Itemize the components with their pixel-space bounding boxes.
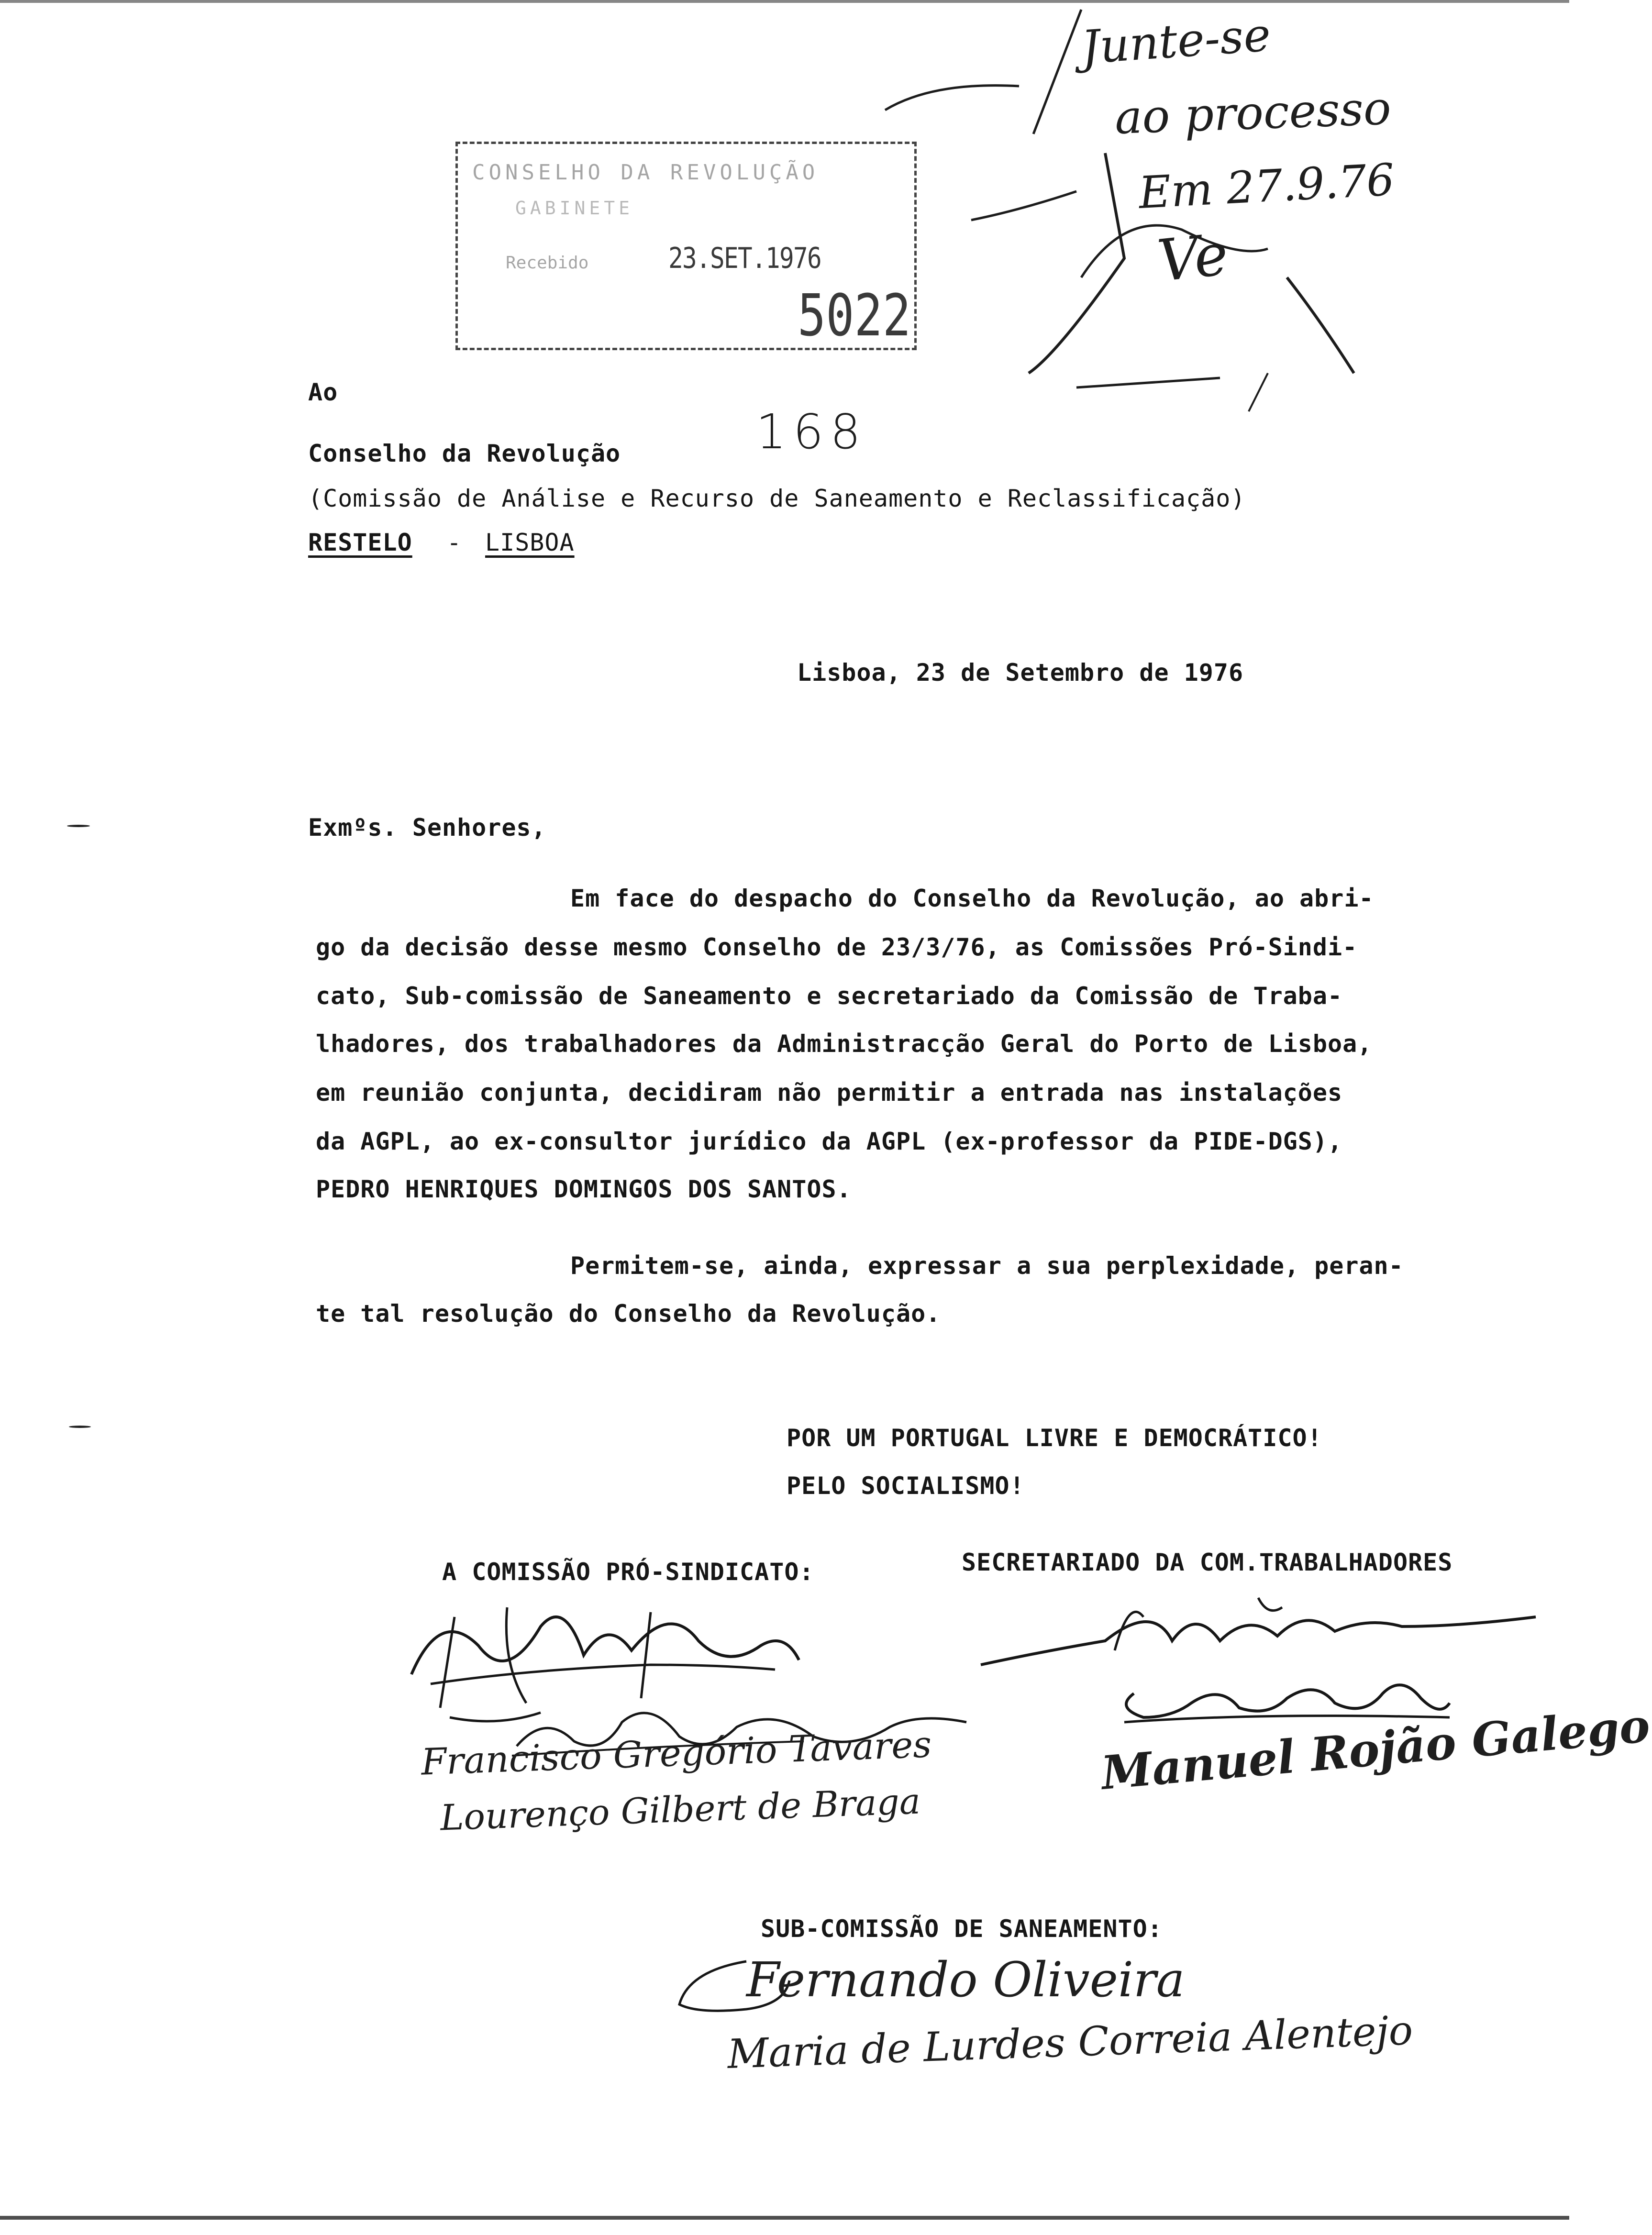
signature-secretariado-1 <box>971 1588 1545 1674</box>
group-pro-sindicato: A COMISSÃO PRÓ-SINDICATO: <box>442 1558 814 1586</box>
signature-manuel: Manuel Rojão Galego <box>1099 1698 1652 1800</box>
scan-edge-bottom <box>0 2216 1569 2220</box>
body-line: Permitem-se, ainda, expressar a sua perplexidade, peran- <box>570 1252 1404 1280</box>
closing-line-1: POR UM PORTUGAL LIVRE E DEMOCRÁTICO! <box>787 1424 1322 1452</box>
signature-maria: Maria de Lurdes Correia Alentejo <box>726 2007 1414 2078</box>
scan-edge-top <box>0 0 1569 3</box>
margin-note-line-2: ao processo <box>1114 81 1392 145</box>
body-line: Em face do despacho do Conselho da Revolução, ao abri- <box>570 885 1374 912</box>
address-commission: (Comissão de Análise e Recurso de Saneamento e Reclassificação) <box>308 485 1246 512</box>
body-line: lhadores, dos trabalhadores da Administracção Geral do Porto de Lisboa, <box>316 1030 1373 1058</box>
signature-francisco: Francisco Gregório Tavares <box>420 1723 932 1783</box>
stamp-sub-text: GABINETE <box>515 198 634 219</box>
body-line: te tal resolução do Conselho da Revolução. <box>316 1300 941 1328</box>
address-to: Ao <box>308 378 338 406</box>
body-line: cato, Sub-comissão de Saneamento e secretariado da Comissão de Traba- <box>316 982 1343 1010</box>
received-stamp <box>455 142 917 350</box>
address-place-2: LISBOA <box>485 529 575 556</box>
signature-lourenco: Lourenço Gilbert de Braga <box>439 1781 921 1839</box>
margin-note-line-1: Junte-se <box>1079 8 1273 75</box>
stamp-top-text: CONSELHO DA REVOLUÇÃO <box>472 160 819 185</box>
salutation: Exmºs. Senhores, <box>308 814 546 841</box>
group-secretariado: SECRETARIADO DA COM.TRABALHADORES <box>962 1549 1453 1576</box>
stamp-number: 5022 <box>798 283 911 349</box>
body-line: go da decisão desse mesmo Conselho de 23/3/76, as Comissões Pró-Sindi- <box>316 933 1358 961</box>
group-sub-comissao: SUB-COMISSÃO DE SANEAMENTO: <box>761 1915 1163 1943</box>
margin-note-signature: Ve <box>1154 221 1231 295</box>
punch-mark-2 <box>69 1426 91 1428</box>
punch-mark-1 <box>67 825 90 827</box>
address-dash: - <box>447 529 462 556</box>
stamp-entry-label: Recebido <box>506 253 589 273</box>
reference-number: 168 <box>756 404 867 460</box>
signature-fernando: Fernando Oliveira <box>746 1952 1185 2008</box>
address-name: Conselho da Revolução <box>308 440 621 467</box>
date-line: Lisboa, 23 de Setembro de 1976 <box>797 659 1244 686</box>
body-line: da AGPL, ao ex-consultor jurídico da AGPL (ex-professor da PIDE-DGS), <box>316 1128 1343 1155</box>
closing-line-2: PELO SOCIALISMO! <box>787 1472 1025 1500</box>
body-line: PEDRO HENRIQUES DOMINGOS DOS SANTOS. <box>316 1175 852 1203</box>
stamp-date: 23.SET.1976 <box>668 242 821 275</box>
margin-note-line-3: Em 27.9.76 <box>1137 154 1396 219</box>
body-line: em reunião conjunta, decidiram não permitir a entrada nas instalações <box>316 1079 1343 1106</box>
address-place-1: RESTELO <box>308 529 412 556</box>
